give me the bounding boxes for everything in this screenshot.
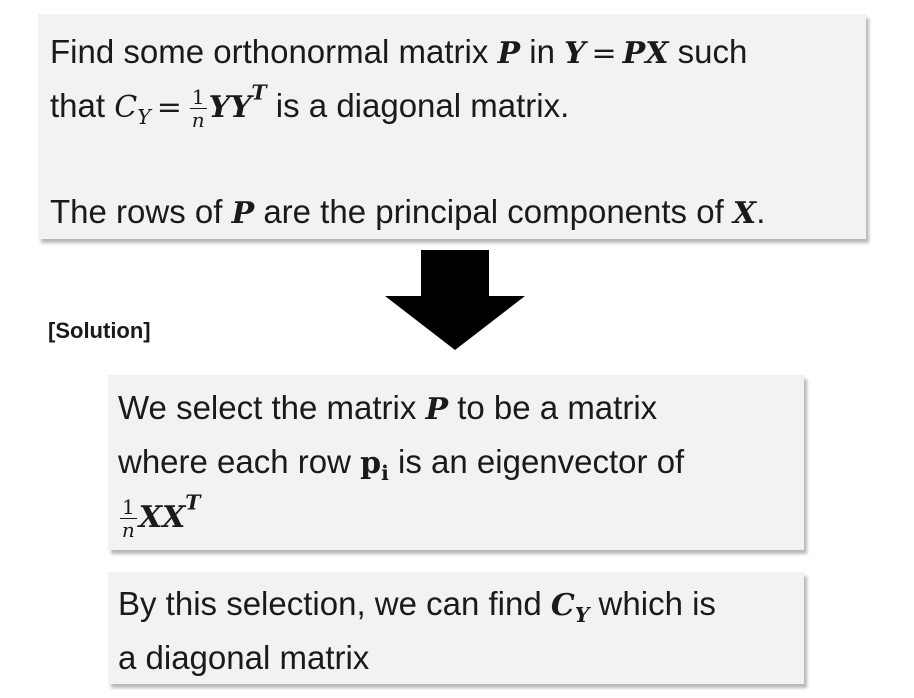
text-we-select: We select the matrix xyxy=(118,389,417,426)
text-such: such xyxy=(677,33,748,70)
blank-line xyxy=(50,134,866,186)
text-rows-of: The rows of xyxy=(50,193,223,230)
symbol-PX: PX xyxy=(622,36,669,71)
text-find: Find some orthonormal matrix xyxy=(50,33,489,70)
equals-sign-2: = xyxy=(156,90,182,125)
text-eigenvector: is an eigenvector of xyxy=(398,443,685,480)
subscript-Y: Y xyxy=(137,105,151,130)
conclusion-line-2 xyxy=(118,632,804,684)
fraction-one-over-n xyxy=(190,86,207,131)
symbol-P-2: P xyxy=(231,196,255,231)
symbol-Y: Y xyxy=(564,36,586,71)
fraction-denominator: n xyxy=(191,107,205,132)
text-diagonal-matrix: a diagonal matrix xyxy=(118,639,370,676)
text-principal-components: are the principal components of xyxy=(263,193,724,230)
symbol-YY: YY xyxy=(208,90,252,125)
fraction-numerator-2: 1 xyxy=(122,494,135,519)
solution-line-3 xyxy=(118,490,804,544)
conclusion-box xyxy=(108,572,804,684)
text-that: that xyxy=(50,87,106,124)
fraction-one-over-n-2 xyxy=(120,496,137,541)
problem-line-2 xyxy=(50,80,866,134)
text-is-diagonal: is a diagonal matrix. xyxy=(275,87,570,124)
solution-box xyxy=(108,375,804,550)
symbol-P: P xyxy=(497,36,521,71)
solution-line-2 xyxy=(118,436,804,490)
text-in: in xyxy=(529,33,555,70)
text-which-is: which is xyxy=(598,585,716,622)
solution-line-1 xyxy=(118,382,804,436)
symbol-p: p xyxy=(360,446,382,481)
symbol-C-2: C xyxy=(550,588,575,623)
problem-statement-box xyxy=(38,14,866,239)
text-to-be: to be a matrix xyxy=(457,389,658,426)
symbol-P-3: P xyxy=(425,392,449,427)
text-period: . xyxy=(756,193,766,230)
equals-sign: = xyxy=(591,36,617,71)
symbol-XX: XX xyxy=(138,500,186,535)
text-where-each-row: where each row xyxy=(118,443,351,480)
symbol-C: C xyxy=(114,90,138,125)
text-by-this-selection: By this selection, we can find xyxy=(118,585,542,622)
fraction-numerator: 1 xyxy=(191,84,205,109)
down-arrow-icon xyxy=(385,250,525,350)
conclusion-line-1 xyxy=(118,578,804,632)
problem-line-3 xyxy=(50,186,866,240)
subscript-Y-2: Y xyxy=(574,603,590,628)
subscript-i: i xyxy=(381,461,389,486)
superscript-T: T xyxy=(251,80,267,105)
symbol-X: X xyxy=(732,196,757,231)
superscript-T-2: T xyxy=(185,490,201,515)
solution-label: [Solution] xyxy=(48,318,151,343)
down-arrow-shape xyxy=(385,250,525,350)
fraction-denominator-2: n xyxy=(121,517,135,542)
problem-line-1 xyxy=(50,26,866,80)
